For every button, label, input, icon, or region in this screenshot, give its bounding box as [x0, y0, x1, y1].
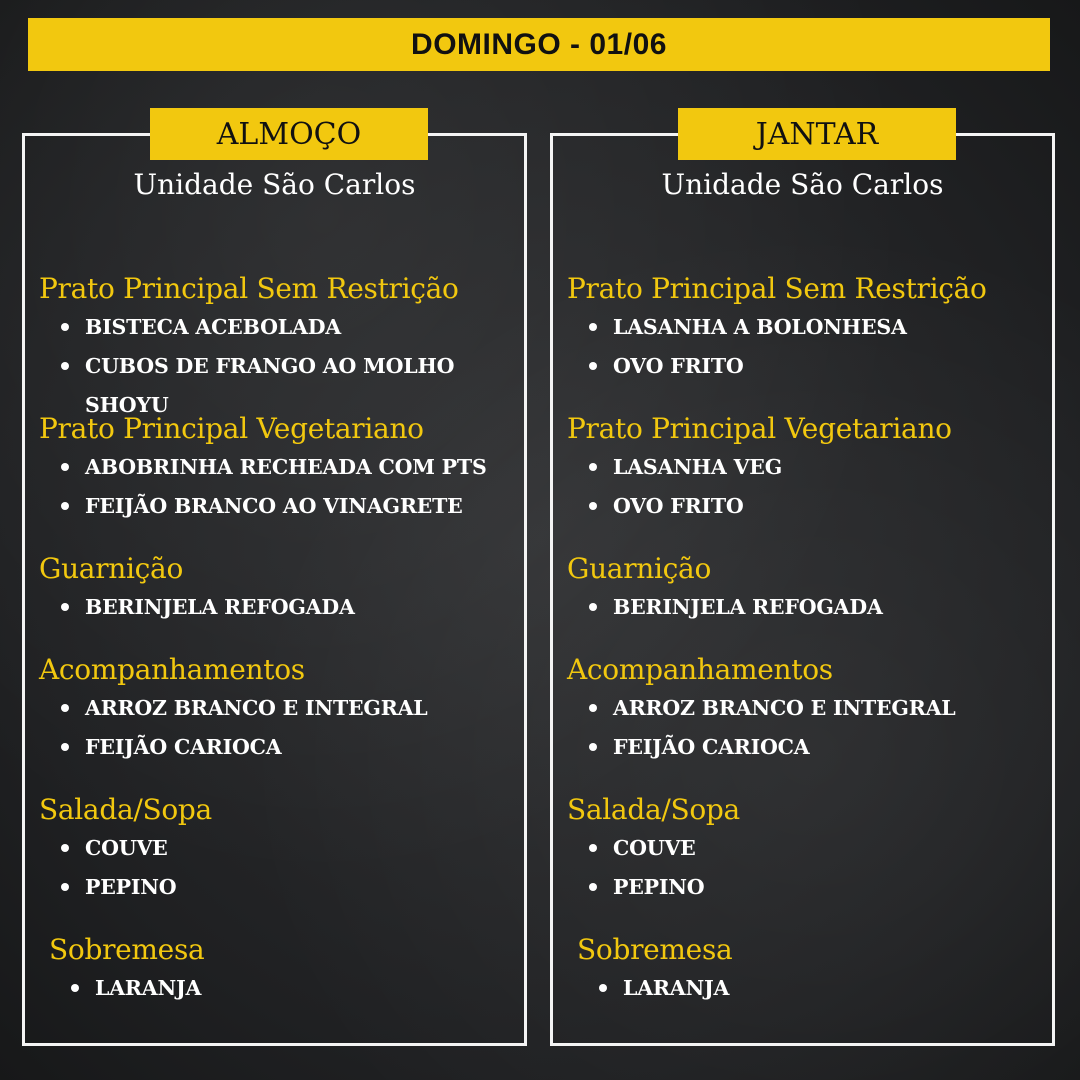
lunch-section-main	[39, 272, 518, 425]
list-item: LARANJA	[599, 969, 1046, 1008]
lunch-section-side	[39, 552, 518, 627]
list-item: ARROZ BRANCO E INTEGRAL	[589, 689, 1046, 728]
dinner-section-salad	[567, 793, 1046, 907]
dinner-section-accomp	[567, 653, 1046, 767]
section-title: Sobremesa	[49, 933, 205, 966]
section-title: Acompanhamentos	[567, 653, 833, 686]
list-item: LARANJA	[71, 969, 518, 1008]
list-item: CUBOS DE FRANGO AO MOLHO SHOYU	[61, 347, 465, 425]
list-item: LASANHA VEG	[589, 448, 1046, 487]
list-item: FEIJÃO BRANCO AO VINAGRETE	[61, 487, 518, 526]
list-item: COUVE	[589, 829, 1046, 868]
list-item: PEPINO	[61, 868, 518, 907]
dinner-panel	[550, 116, 1055, 1046]
section-title: Prato Principal Vegetariano	[567, 412, 952, 445]
list-item: BISTECA ACEBOLADA	[61, 308, 518, 347]
list-item: BERINJELA REFOGADA	[61, 588, 518, 627]
list-item: FEIJÃO CARIOCA	[589, 728, 1046, 767]
section-title: Prato Principal Sem Restrição	[39, 272, 459, 305]
dinner-section-veg	[567, 412, 1046, 526]
section-title: Guarnição	[567, 552, 711, 585]
section-title: Prato Principal Sem Restrição	[567, 272, 987, 305]
dinner-section-main	[567, 272, 1046, 386]
section-title: Sobremesa	[577, 933, 733, 966]
lunch-section-veg	[39, 412, 518, 526]
list-item: ABOBRINHA RECHEADA COM PTS	[61, 448, 518, 487]
lunch-section-salad	[39, 793, 518, 907]
list-item: FEIJÃO CARIOCA	[61, 728, 518, 767]
dinner-unit: Unidade São Carlos	[661, 168, 944, 201]
dinner-tag: JANTAR	[678, 108, 956, 160]
dinner-section-side	[567, 552, 1046, 627]
list-item: OVO FRITO	[589, 487, 1046, 526]
dinner-section-dessert	[577, 933, 1046, 1008]
list-item: ARROZ BRANCO E INTEGRAL	[61, 689, 518, 728]
section-title: Guarnição	[39, 552, 183, 585]
list-item: LASANHA A BOLONHESA	[589, 308, 1046, 347]
lunch-tag: ALMOÇO	[150, 108, 428, 160]
list-item: PEPINO	[589, 868, 1046, 907]
lunch-section-accomp	[39, 653, 518, 767]
lunch-panel	[22, 116, 527, 1046]
list-item: OVO FRITO	[589, 347, 1046, 386]
list-item: COUVE	[61, 829, 518, 868]
list-item: BERINJELA REFOGADA	[589, 588, 1046, 627]
section-title: Prato Principal Vegetariano	[39, 412, 424, 445]
section-title: Salada/Sopa	[567, 793, 740, 826]
section-title: Acompanhamentos	[39, 653, 305, 686]
lunch-section-dessert	[49, 933, 518, 1008]
lunch-unit: Unidade São Carlos	[133, 168, 416, 201]
date-banner: DOMINGO - 01/06	[28, 18, 1050, 71]
section-title: Salada/Sopa	[39, 793, 212, 826]
